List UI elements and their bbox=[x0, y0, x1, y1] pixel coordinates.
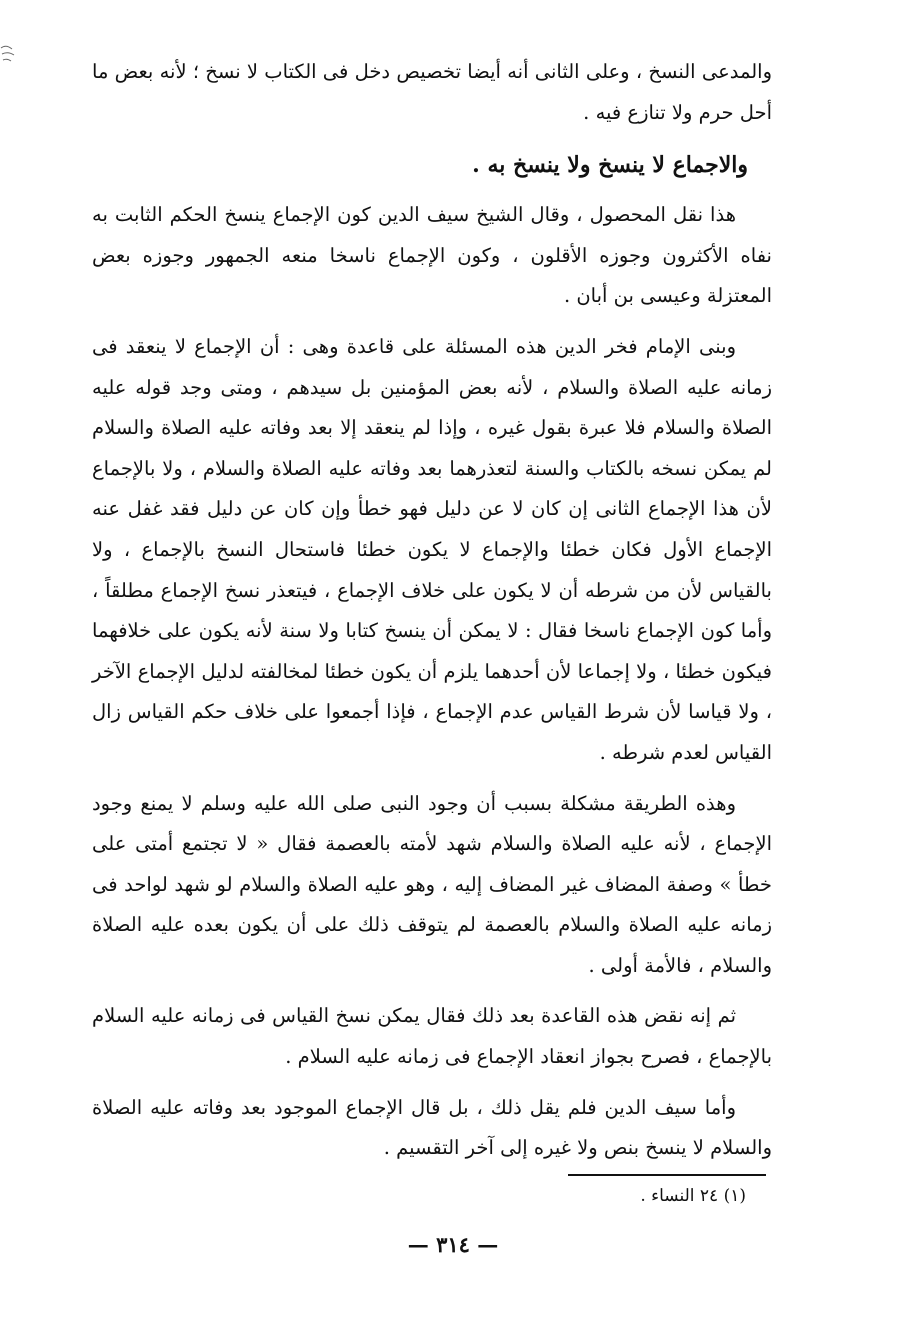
paragraph-1: والمدعى النسخ ، وعلى الثانى أنه أيضا تخصيص دخل فى الكتاب لا نسخ ؛ لأنه بعض ما أحل حرم ولا تنازع فيه . bbox=[92, 60, 772, 124]
paragraph-4: وهذه الطريقة مشكلة بسبب أن وجود النبى صلى الله عليه وسلم لا يمنع وجود الإجماع ، لأنه عليه الصلاة والسلام شهد لأمته بالعصمة فقال « لا تجتمع أمتى على خطأ » وصفة المضاف غير المضاف إليه ، وهو عليه الصلاة والسلام لو شهد لواحد فى زمانه عليه الصلاة والسلام بالعصمة لم يتوقف ذلك على أن يكون بعده عليه الصلاة والسلام ، فالأمة أولى . bbox=[92, 791, 772, 977]
paragraph-3: وبنى الإمام فخر الدين هذه المسئلة على قاعدة وهى : أن الإجماع لا ينعقد فى زمانه عليه الصلاة والسلام ، لأنه بعض المؤمنين بل سيدهم ، ومتى وجد قوله عليه الصلاة والسلام فلا عبرة بقول غيره ، وإذا لم ينعقد إلا بعد وفاته عليه الصلاة والسلام لم يمكن نسخه بالكتاب والسنة لتعذرهما بعد وفاته عليه الصلاة والسلام ، ولا بالإجماع لأن هذا الإجماع الثانى إن كان لا عن دليل فهو خطأ وإن كان عن دليل فقد غفل عنه الإجماع الأول فكان خطئا والإجماع لا يكون خطئا فاستحال النسخ بالإجماع ، ولا بالقياس لأن من شرطه أن لا يكون على خلاف الإجماع ، فيتعذر نسخ الإجماع مطلقاً ، وأما كون الإجماع ناسخا فقال : لا يمكن أن ينسخ كتابا ولا سنة لأنه يكون على خلافهما فيكون خطئا ، ولا إجماعا لأن أحدهما يلزم أن يكون خطئا لمخالفته لدليل الإجماع الآخر ، ولا قياسا لأن شرط القياس عدم الإجماع ، فإذا أجمعوا على خلاف حكم القياس زال القياس لعدم شرطه . bbox=[92, 334, 772, 764]
page-body bbox=[92, 52, 772, 1179]
footnote-divider bbox=[568, 1174, 766, 1176]
paragraph-2: هذا نقل المحصول ، وقال الشيخ سيف الدين كون الإجماع ينسخ الحكم الثابت به نفاه الأكثرون وجوزه الأقلون ، وكون الإجماع ناسخا منعه الجمهور وجوزه بعض المعتزلة وعيسى بن أبان . bbox=[92, 203, 772, 308]
paragraph-6: وأما سيف الدين فلم يقل ذلك ، بل قال الإجماع الموجود بعد وفاته عليه الصلاة والسلام لا ينسخ بنص ولا غيره إلى آخر التقسيم . bbox=[92, 1095, 772, 1160]
page-number: — ٣١٤ — bbox=[407, 1232, 499, 1257]
paragraph-5: ثم إنه نقض هذه القاعدة بعد ذلك فقال يمكن نسخ القياس فى زمانه عليه السلام بالإجماع ، فصرح بجواز انعقاد الإجماع فى زمانه عليه السلام . bbox=[92, 1004, 772, 1069]
section-heading: والاجماع لا ينسخ ولا ينسخ به . bbox=[472, 152, 748, 179]
margin-smudge bbox=[0, 40, 16, 66]
footnote: (١) ٢٤ النساء . bbox=[640, 1186, 746, 1206]
